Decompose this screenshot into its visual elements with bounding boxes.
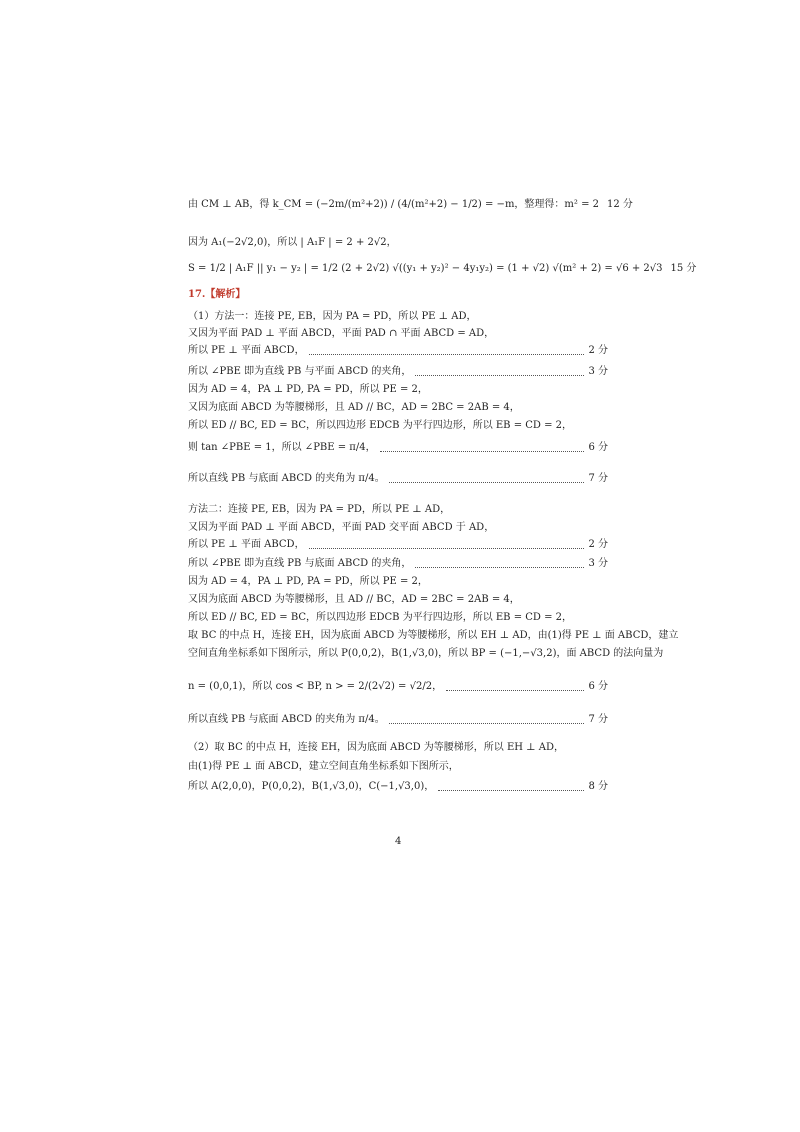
line-text: 又因为底面 ABCD 为等腰梯形，且 AD // BC，AD = 2BC = 2AB = 4， bbox=[188, 402, 520, 413]
solution-line bbox=[188, 680, 608, 693]
solution-line bbox=[188, 327, 608, 340]
solution-line bbox=[188, 236, 608, 249]
solution-line bbox=[188, 760, 608, 773]
line-text: 又因为底面 ABCD 为等腰梯形，且 AD // BC，AD = 2BC = 2AB = 4， bbox=[188, 594, 520, 605]
score-label: 6 分 bbox=[588, 442, 608, 453]
solution-line bbox=[188, 647, 664, 660]
score-label: 3 分 bbox=[588, 558, 608, 569]
solution-line bbox=[188, 441, 608, 454]
solution-line bbox=[188, 365, 608, 378]
page-number: 4 bbox=[395, 836, 402, 847]
score-label: 3 分 bbox=[588, 366, 608, 377]
line-text: 则 tan ∠PBE = 1，所以 ∠PBE = π/4， bbox=[188, 442, 376, 453]
line-text: 所以 ED // BC, ED = BC，所以四边形 EDCB 为平行四边形，所以 EB = CD = 2， bbox=[188, 420, 573, 431]
leader-dots bbox=[389, 715, 585, 724]
line-text: 所以直线 PB 与底面 ABCD 的夹角为 π/4。 bbox=[188, 473, 385, 484]
line-text: 所以 PE ⊥ 平面 ABCD， bbox=[188, 345, 305, 356]
leader-dots bbox=[415, 367, 584, 376]
leader-dots bbox=[389, 474, 585, 483]
solution-line bbox=[188, 741, 608, 754]
score-label: 12 分 bbox=[607, 199, 633, 210]
solution-line bbox=[188, 344, 608, 357]
line-text: 17.【解析】 bbox=[188, 289, 246, 300]
line-text: 所以 ∠PBE 即为直线 PB 与平面 ABCD 的夹角， bbox=[188, 366, 412, 377]
score-label: 8 分 bbox=[588, 781, 608, 792]
solution-line bbox=[188, 557, 608, 570]
solution-line bbox=[188, 538, 608, 551]
line-text: （2）取 BC 的中点 H，连接 EH，因为底面 ABCD 为等腰梯形，所以 EH ⊥ AD， bbox=[188, 742, 564, 753]
solution-line bbox=[188, 288, 608, 301]
solution-line bbox=[188, 575, 608, 588]
score-label: 7 分 bbox=[588, 714, 608, 725]
solution-line bbox=[188, 780, 608, 793]
line-text: 所以 A(2,0,0)，P(0,0,2)，B(1,√3,0)，C(−1,√3,0)， bbox=[188, 781, 435, 792]
line-text: 因为 A₁(−2√2,0)，所以 | A₁F | = 2 + 2√2， bbox=[188, 237, 397, 248]
line-text: 所以直线 PB 与底面 ABCD 的夹角为 π/4。 bbox=[188, 714, 385, 725]
line-text: 又因为平面 PAD ⊥ 平面 ABCD，平面 PAD 交平面 ABCD 于 AD， bbox=[188, 522, 495, 533]
leader-dots bbox=[446, 682, 584, 691]
line-text: 又因为平面 PAD ⊥ 平面 ABCD，平面 PAD ∩ 平面 ABCD = AD， bbox=[188, 328, 495, 339]
solution-line bbox=[188, 198, 633, 211]
score-label: 2 分 bbox=[588, 539, 608, 550]
score-label: 2 分 bbox=[588, 345, 608, 356]
line-text: 由(1)得 PE ⊥ 面 ABCD，建立空间直角坐标系如下图所示， bbox=[188, 761, 459, 772]
leader-dots bbox=[309, 346, 585, 355]
score-label: 6 分 bbox=[588, 681, 608, 692]
solution-line bbox=[188, 629, 679, 642]
line-text: （1）方法一：连接 PE, EB，因为 PA = PD，所以 PE ⊥ AD， bbox=[188, 311, 477, 322]
line-text: 所以 PE ⊥ 平面 ABCD， bbox=[188, 539, 305, 550]
solution-line bbox=[188, 262, 697, 275]
line-text: 方法二：连接 PE, EB，因为 PA = PD，所以 PE ⊥ AD， bbox=[188, 504, 451, 515]
line-text: 所以 ED // BC, ED = BC，所以四边形 EDCB 为平行四边形，所以 EB = CD = 2， bbox=[188, 612, 573, 623]
solution-line bbox=[188, 401, 608, 414]
line-text: 空间直角坐标系如下图所示，所以 P(0,0,2)，B(1,√3,0)，所以 BP = (−1,−√3,2)，面 ABCD 的法向量为 bbox=[188, 648, 664, 659]
solution-line bbox=[188, 593, 608, 606]
line-text: 因为 AD = 4，PA ⊥ PD, PA = PD，所以 PE = 2， bbox=[188, 384, 428, 395]
solution-line bbox=[188, 419, 608, 432]
solution-line bbox=[188, 472, 608, 485]
solution-line bbox=[188, 611, 608, 624]
score-label: 15 分 bbox=[670, 263, 697, 274]
leader-dots bbox=[415, 559, 584, 568]
solution-line bbox=[188, 713, 608, 726]
line-text: 由 CM ⊥ AB，得 k_CM = (−2m/(m²+2)) / (4/(m²+2) − 1/2) = −m，整理得：m² = 2 bbox=[188, 199, 600, 210]
solution-line bbox=[188, 521, 608, 534]
line-text: 取 BC 的中点 H，连接 EH，因为底面 ABCD 为等腰梯形，所以 EH ⊥ AD，由(1)得 PE ⊥ 面 ABCD，建立 bbox=[188, 630, 679, 641]
line-text: 因为 AD = 4，PA ⊥ PD, PA = PD，所以 PE = 2， bbox=[188, 576, 428, 587]
leader-dots bbox=[380, 443, 585, 452]
solution-line bbox=[188, 383, 608, 396]
leader-dots bbox=[438, 782, 584, 791]
solution-line bbox=[188, 503, 608, 516]
solution-line bbox=[188, 310, 608, 323]
leader-dots bbox=[309, 540, 585, 549]
score-label: 7 分 bbox=[588, 473, 608, 484]
line-text: S = 1/2 | A₁F || y₁ − y₂ | = 1/2 (2 + 2√2) √((y₁ + y₂)² − 4y₁y₂) = (1 + √2) √(m² + 2) = √6 + 2√3 bbox=[188, 263, 663, 274]
line-text: 所以 ∠PBE 即为直线 PB 与底面 ABCD 的夹角， bbox=[188, 558, 412, 569]
line-text: n = (0,0,1)，所以 cos < BP, n > = 2/(2√2) = √2/2， bbox=[188, 681, 443, 692]
